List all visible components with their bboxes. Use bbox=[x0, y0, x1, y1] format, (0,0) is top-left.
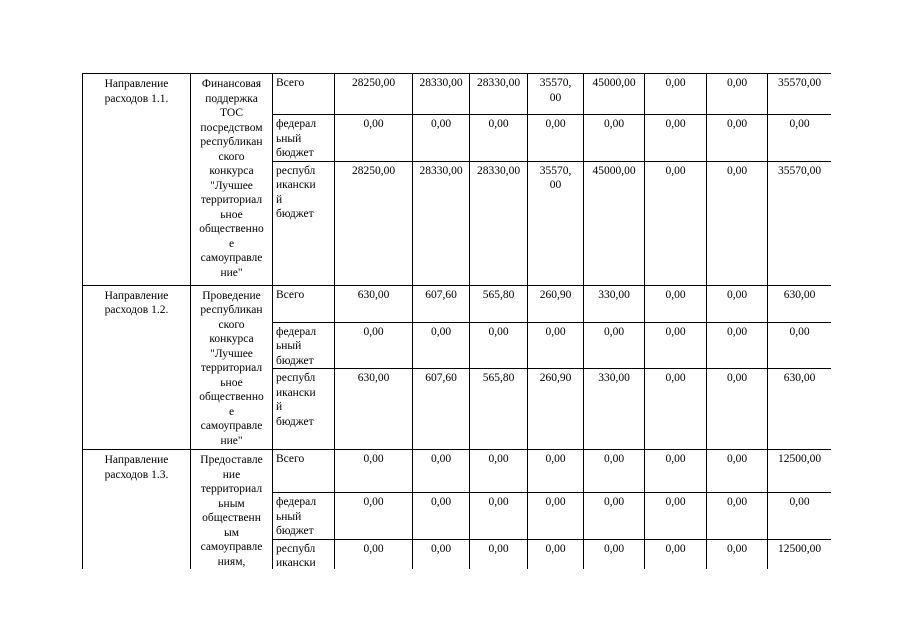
value-cell bbox=[413, 539, 470, 569]
amount: 28330,00 bbox=[419, 164, 463, 177]
amount: 0,00 bbox=[665, 77, 686, 89]
amount: 28250,00 bbox=[351, 164, 396, 177]
amount: 0,00 bbox=[545, 325, 566, 338]
amount: 0,00 bbox=[665, 288, 686, 301]
budget-table bbox=[82, 73, 831, 569]
amount: 35570, 00 bbox=[539, 164, 572, 191]
funding-source: республ икански й бюджет bbox=[276, 372, 316, 428]
value-cell bbox=[470, 493, 528, 540]
amount: 0,00 bbox=[363, 325, 384, 338]
amount: 28330,00 bbox=[476, 164, 521, 177]
amount: 0,00 bbox=[726, 164, 748, 177]
value-cell bbox=[584, 369, 645, 450]
value-cell bbox=[584, 450, 645, 493]
value-cell bbox=[335, 493, 413, 540]
value-cell bbox=[528, 450, 584, 493]
amount: 35570, 00 bbox=[539, 77, 572, 104]
value-cell bbox=[335, 322, 413, 369]
value-cell bbox=[413, 285, 470, 322]
amount: 12500,00 bbox=[777, 542, 822, 555]
amount: 630,00 bbox=[783, 288, 816, 301]
amount: 0,00 bbox=[665, 164, 686, 177]
value-cell bbox=[645, 285, 707, 322]
amount: 607,60 bbox=[425, 288, 457, 301]
amount: 0,00 bbox=[726, 118, 748, 130]
value-cell bbox=[470, 285, 528, 322]
amount: 630,00 bbox=[357, 372, 390, 384]
amount: 0,00 bbox=[726, 496, 748, 508]
amount: 35570,00 bbox=[777, 164, 822, 177]
amount: 0,00 bbox=[430, 496, 452, 508]
funding-source: Всего bbox=[276, 453, 305, 465]
funding-source: Всего bbox=[276, 77, 305, 89]
amount: 0,00 bbox=[726, 372, 748, 384]
amount: 35570,00 bbox=[777, 77, 822, 89]
value-cell bbox=[768, 161, 832, 285]
value-cell bbox=[584, 161, 645, 285]
value-cell bbox=[413, 74, 470, 115]
funding-source: федерал ьный бюджет bbox=[276, 118, 317, 159]
value-cell bbox=[470, 369, 528, 450]
amount: 0,00 bbox=[363, 118, 384, 130]
funding-source: республ икански й бюджет bbox=[276, 164, 316, 220]
value-cell bbox=[335, 74, 413, 115]
value-cell bbox=[335, 450, 413, 493]
value-cell bbox=[707, 322, 768, 369]
value-cell bbox=[645, 493, 707, 540]
value-cell bbox=[645, 369, 707, 450]
amount: 0,00 bbox=[545, 542, 566, 555]
funding-source-cell bbox=[273, 74, 335, 115]
value-cell bbox=[470, 161, 528, 285]
value-cell bbox=[470, 74, 528, 115]
section-label: Направление расходов 1.2. bbox=[104, 289, 169, 316]
amount: 330,00 bbox=[598, 372, 630, 384]
amount: 28250,00 bbox=[351, 77, 396, 89]
expense-name: Проведение республикан ского конкурса "Лучшее территориал ьное общественно е самоуправле ние" bbox=[199, 289, 264, 447]
amount: 0,00 bbox=[789, 118, 810, 130]
value-cell bbox=[470, 115, 528, 162]
value-cell bbox=[584, 74, 645, 115]
amount: 565,80 bbox=[482, 372, 515, 384]
value-cell bbox=[413, 161, 470, 285]
value-cell bbox=[707, 161, 768, 285]
amount: 0,00 bbox=[363, 496, 384, 508]
funding-source-cell bbox=[273, 285, 335, 322]
funding-source-cell bbox=[273, 322, 335, 369]
expense-name-cell bbox=[191, 450, 273, 570]
value-cell bbox=[528, 493, 584, 540]
value-cell bbox=[645, 450, 707, 493]
value-cell bbox=[584, 115, 645, 162]
value-cell bbox=[707, 74, 768, 115]
funding-source: федерал ьный бюджет bbox=[276, 496, 317, 537]
amount: 0,00 bbox=[665, 542, 686, 555]
value-cell bbox=[413, 369, 470, 450]
funding-source-cell bbox=[273, 115, 335, 162]
amount: 565,80 bbox=[482, 288, 515, 301]
value-cell bbox=[413, 493, 470, 540]
funding-source-cell bbox=[273, 493, 335, 540]
amount: 260,90 bbox=[539, 372, 572, 384]
expense-name: Предоставле ние территориал ьным общественн ым самоуправле ниям, bbox=[200, 454, 263, 568]
value-cell bbox=[645, 115, 707, 162]
amount: 45000,00 bbox=[592, 77, 636, 89]
amount: 0,00 bbox=[545, 118, 566, 130]
value-cell bbox=[335, 369, 413, 450]
value-cell bbox=[528, 539, 584, 569]
amount: 0,00 bbox=[430, 118, 452, 130]
amount: 0,00 bbox=[363, 453, 384, 465]
funding-source: Всего bbox=[276, 288, 305, 301]
document-page bbox=[82, 73, 831, 569]
value-cell bbox=[707, 539, 768, 569]
amount: 630,00 bbox=[783, 372, 816, 384]
value-cell bbox=[768, 450, 832, 493]
amount: 0,00 bbox=[603, 325, 625, 338]
funding-source-cell bbox=[273, 369, 335, 450]
budget-table-body bbox=[83, 74, 832, 570]
amount: 0,00 bbox=[488, 325, 509, 338]
value-cell bbox=[768, 115, 832, 162]
value-cell bbox=[528, 115, 584, 162]
value-cell bbox=[645, 539, 707, 569]
value-cell bbox=[335, 161, 413, 285]
amount: 0,00 bbox=[488, 118, 509, 130]
expense-name: Финансовая поддержка ТОС посредством республикан ского конкурса "Лучшее территориал ьное общественно е самоуправле ние" bbox=[199, 78, 264, 279]
funding-source: федерал ьный бюджет bbox=[276, 325, 317, 367]
value-cell bbox=[413, 322, 470, 369]
amount: 0,00 bbox=[726, 77, 748, 89]
amount: 12500,00 bbox=[777, 453, 822, 465]
table-row bbox=[83, 450, 832, 493]
value-cell bbox=[528, 161, 584, 285]
amount: 28330,00 bbox=[419, 77, 463, 89]
amount: 0,00 bbox=[665, 372, 686, 384]
value-cell bbox=[584, 539, 645, 569]
amount: 0,00 bbox=[789, 496, 810, 508]
amount: 45000,00 bbox=[592, 164, 636, 177]
value-cell bbox=[335, 539, 413, 569]
amount: 0,00 bbox=[665, 453, 686, 465]
value-cell bbox=[470, 539, 528, 569]
amount: 28330,00 bbox=[476, 77, 521, 89]
value-cell bbox=[335, 115, 413, 162]
value-cell bbox=[470, 450, 528, 493]
amount: 0,00 bbox=[726, 453, 748, 465]
amount: 607,60 bbox=[425, 372, 457, 384]
value-cell bbox=[645, 74, 707, 115]
amount: 330,00 bbox=[598, 288, 630, 301]
funding-source-cell bbox=[273, 161, 335, 285]
value-cell bbox=[768, 285, 832, 322]
value-cell bbox=[707, 450, 768, 493]
expense-name-cell bbox=[191, 74, 273, 286]
amount: 630,00 bbox=[357, 288, 390, 301]
table-row bbox=[83, 74, 832, 115]
amount: 0,00 bbox=[726, 288, 748, 301]
value-cell bbox=[768, 322, 832, 369]
amount: 0,00 bbox=[545, 453, 566, 465]
section-cell bbox=[83, 74, 191, 286]
value-cell bbox=[707, 493, 768, 540]
amount: 0,00 bbox=[665, 118, 686, 130]
value-cell bbox=[584, 493, 645, 540]
value-cell bbox=[528, 369, 584, 450]
value-cell bbox=[707, 115, 768, 162]
amount: 0,00 bbox=[603, 542, 625, 555]
funding-source-cell bbox=[273, 539, 335, 569]
value-cell bbox=[768, 74, 832, 115]
value-cell bbox=[470, 322, 528, 369]
value-cell bbox=[645, 322, 707, 369]
amount: 0,00 bbox=[726, 542, 748, 555]
section-cell bbox=[83, 450, 191, 570]
value-cell bbox=[584, 322, 645, 369]
amount: 0,00 bbox=[430, 325, 452, 338]
funding-source: республ икански bbox=[276, 542, 316, 569]
amount: 0,00 bbox=[363, 542, 384, 555]
table-row bbox=[83, 285, 832, 322]
value-cell bbox=[707, 369, 768, 450]
value-cell bbox=[768, 493, 832, 540]
value-cell bbox=[528, 285, 584, 322]
value-cell bbox=[528, 74, 584, 115]
amount: 0,00 bbox=[789, 325, 810, 338]
value-cell bbox=[584, 285, 645, 322]
amount: 0,00 bbox=[665, 496, 686, 508]
section-label: Направление расходов 1.3. bbox=[104, 454, 169, 481]
value-cell bbox=[528, 322, 584, 369]
amount: 0,00 bbox=[726, 325, 748, 338]
amount: 0,00 bbox=[430, 453, 452, 465]
amount: 0,00 bbox=[603, 496, 625, 508]
value-cell bbox=[645, 161, 707, 285]
amount: 0,00 bbox=[488, 453, 509, 465]
amount: 0,00 bbox=[430, 542, 452, 555]
amount: 0,00 bbox=[603, 453, 625, 465]
amount: 0,00 bbox=[488, 496, 509, 508]
value-cell bbox=[413, 115, 470, 162]
funding-source-cell bbox=[273, 450, 335, 493]
amount: 0,00 bbox=[665, 325, 686, 338]
amount: 0,00 bbox=[488, 542, 509, 555]
section-label: Направление расходов 1.1. bbox=[104, 78, 169, 105]
expense-name-cell bbox=[191, 285, 273, 450]
amount: 260,90 bbox=[539, 288, 572, 301]
section-cell bbox=[83, 285, 191, 450]
amount: 0,00 bbox=[603, 118, 625, 130]
value-cell bbox=[768, 369, 832, 450]
value-cell bbox=[768, 539, 832, 569]
value-cell bbox=[335, 285, 413, 322]
value-cell bbox=[707, 285, 768, 322]
amount: 0,00 bbox=[545, 496, 566, 508]
value-cell bbox=[413, 450, 470, 493]
